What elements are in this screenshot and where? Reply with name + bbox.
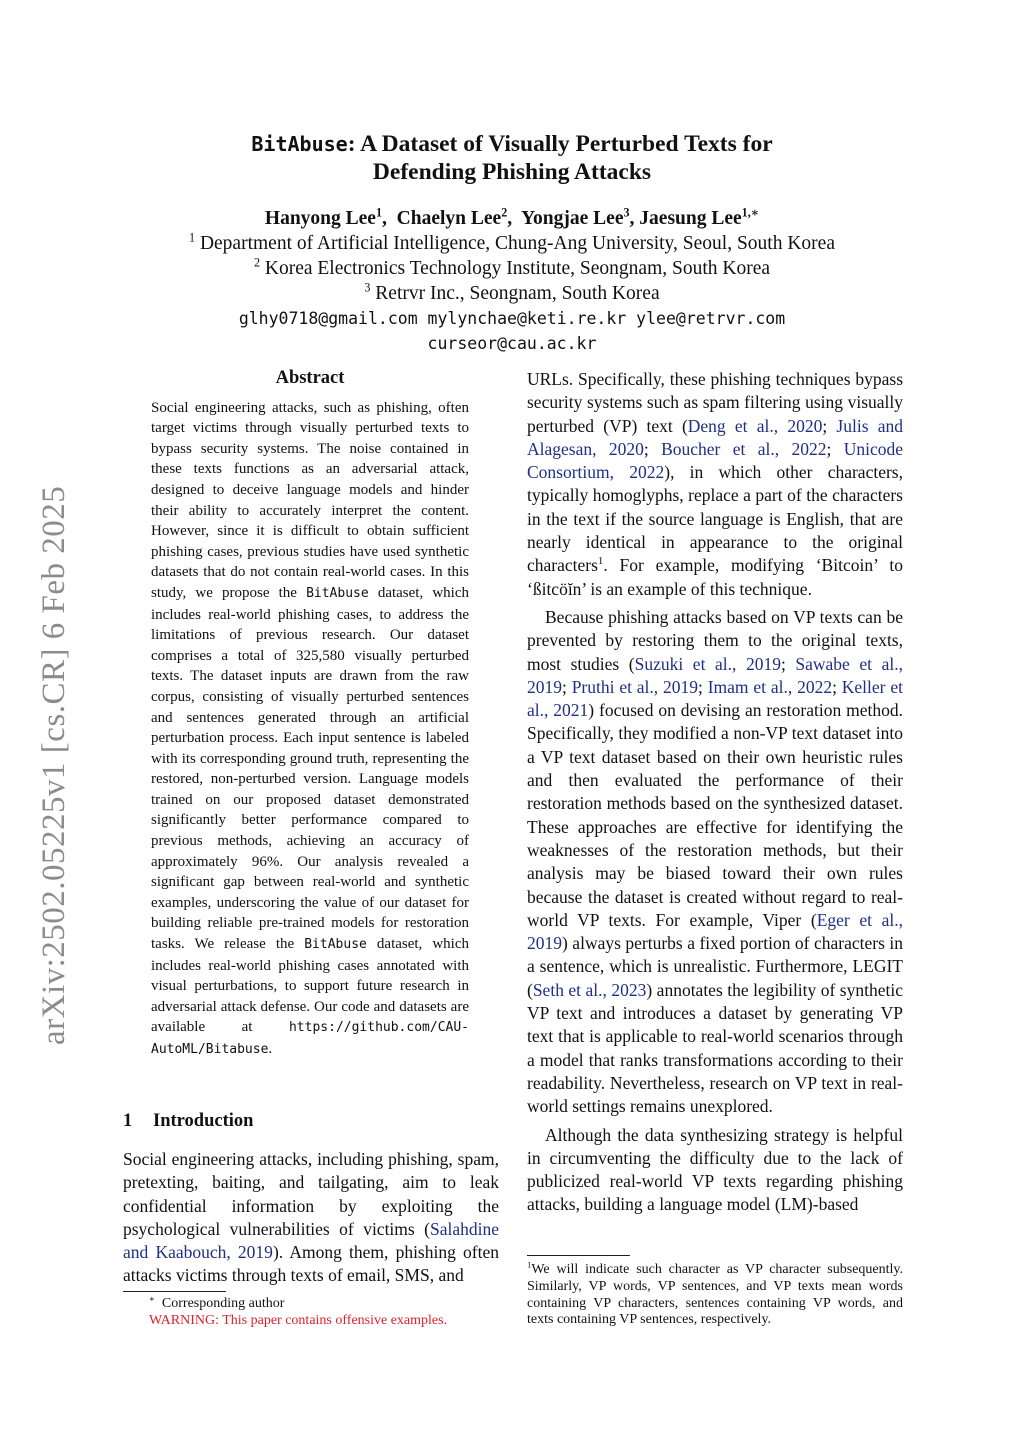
separator: ; [822, 415, 837, 436]
arxiv-identifier: arXiv:2502.05225v1 [cs.CR] 6 Feb 2025 [36, 485, 72, 1045]
author-affiliation-mark: 2 [501, 205, 508, 220]
separator: ; [562, 676, 572, 697]
affiliation-text: Korea Electronics Technology Institute, Seongnam, South Korea [264, 258, 771, 279]
footnote-mark: 1 [527, 1259, 532, 1270]
author-names: Hanyong Lee$^1$, Chaelyn Lee$^2$, Yongjae Lee$^3$, Jaesung Lee$^{1,∗}$ [264, 205, 760, 229]
citation-link[interactable]: Pruthi et al., 2019 [571, 676, 699, 697]
author-name: Yongjae Lee [521, 208, 624, 229]
separator: ; [698, 676, 708, 697]
body-text: ). Among them, phishing often attacks victims through texts of email, SMS, and [123, 1242, 499, 1286]
abstract [151, 368, 469, 1061]
section-title: Introduction [153, 1111, 254, 1131]
body-text: . For example, modifying ‘Bitcoin’ to ‘ßitcöĭn’ is an example of this technique. [527, 555, 903, 599]
footnote-reference[interactable]: 1 [597, 555, 604, 568]
citation-link[interactable]: Sawabe et al., 2019 [527, 653, 903, 697]
footnote-rule [123, 1291, 226, 1292]
citation-link[interactable]: Salahdine and Kaabouch, 2019 [123, 1218, 499, 1263]
title-dataset-name: BitAbuse [251, 132, 348, 156]
affiliation-1 [150, 231, 874, 256]
citation-link[interactable]: Suzuki et al., 2019 [634, 653, 781, 674]
affiliation-number: 1 [189, 230, 196, 245]
affiliation-text: Retrvr Inc., Seongnam, South Korea [375, 283, 660, 304]
paper-title [150, 130, 874, 186]
separator: ; [826, 438, 844, 459]
footnote-text: Corresponding author [161, 1296, 285, 1311]
affiliation-2 [150, 256, 874, 281]
abstract-text: dataset, which includes real-world phishing cases annotated with visual perturbations, to support future research in adversarial attack defense. Our code and datasets are available at [151, 936, 470, 1036]
citation-link[interactable]: Seth et al., 2023 [532, 979, 647, 1000]
separator: ; [643, 438, 662, 459]
body-text: Because phishing attacks based on VP texts can be prevented by restoring them to the original texts, most studies ( [527, 606, 903, 674]
content-warning: WARNING: This paper contains offensive examples. [149, 1312, 448, 1328]
footnote-rule [527, 1255, 630, 1256]
dataset-name-inline: BitAbuse [306, 585, 369, 601]
author-name: Hanyong Lee [264, 208, 376, 229]
body-text: URLs. Specifically, these phishing techniques bypass security systems such as spam filtering using visually perturbed (VP) text ( [527, 369, 903, 436]
title-line2: Defending Phishing Attacks [372, 159, 652, 185]
body-text: ), in which other characters, typically homoglyphs, replace a part of the characters in the text if the source language is English, that are nearly identical in appearance to the original characters [527, 462, 903, 576]
authors-block [150, 206, 874, 356]
code-repository-link[interactable]: https://github.com/CAU-AutoML/Bitabuse [151, 1020, 469, 1057]
separator: ; [832, 676, 842, 697]
paragraph: Although the data synthesizing strategy is helpful in circumventing the difficulty due to the lack of publicized real-world VP texts regarding phishing attacks, building a language model (LM)-based [527, 1124, 903, 1215]
citation-link[interactable]: Julis and Alagesan, 2020 [527, 415, 903, 459]
footnote-corresponding [123, 1293, 503, 1330]
author-affiliation-mark: 1 [375, 205, 383, 220]
abstract-heading: Abstract [275, 368, 345, 388]
body-text: ) always perturbs a fixed portion of characters in a sentence, which is unrealistic. Furthermore, LEGIT ( [527, 933, 903, 1000]
affiliation-text: Department of Artificial Intelligence, Chung-Ang University, Seoul, South Korea [199, 233, 835, 254]
footnote-mark: ∗ [149, 1293, 155, 1304]
abstract-body [151, 398, 469, 1061]
author-emails: glhy0718@gmail.com mylynchae@keti.re.kr ylee@retrvr.com curseor@cau.ac.kr [238, 309, 786, 353]
citation-link[interactable]: Keller et al., 2021 [527, 676, 903, 721]
title-line1: : A Dataset of Visually Perturbed Texts for [347, 131, 773, 157]
right-column-text [527, 368, 903, 1222]
section-heading-introduction [123, 1111, 253, 1132]
citation-link[interactable]: Boucher et al., 2022 [661, 438, 827, 459]
body-text: ) annotates the legibility of synthetic VP text and introduces a dataset by generating VP text that is applicable to real-world scenarios through a model that ranks transformations according to their readability. Nevertheless, research on VP text in real-world settings remains unexplored. [527, 979, 903, 1117]
footnote-1 [527, 1259, 903, 1329]
abstract-text: Social engineering attacks, such as phishing, often target victims through visually perturbed texts to bypass security systems. The noise contained in these texts functions as an adversarial attack, designed to deceive language models and hinder their ability to accurately interpret the content. However, since it is difficult to obtain sufficient phishing cases, previous studies have used synthetic datasets that do not contain real-world cases. In this study, we propose the [151, 399, 469, 601]
citation-link[interactable]: Eger et al., 2019 [527, 909, 904, 954]
author-name: Chaelyn Lee [396, 208, 502, 229]
citation-link[interactable]: Imam et al., 2022 [707, 676, 833, 697]
body-text: Social engineering attacks, including phishing, spam, pretexting, baiting, and tailgating, aim to leak confidential information by exploiting the psychological vulnerabilities of victims ( [123, 1149, 499, 1239]
abstract-text: dataset, which includes real-world phishing cases, to address the limitations of previous research. Our dataset comprises a total of 325,580 visually perturbed texts. The dataset inputs are drawn from the raw corpus, consisting of visually perturbed sentences and sentences generated through an artificial perturbation process. Each input sentence is labeled with its corresponding ground truth, representing the restored, non-perturbed version. Language models trained on our proposed dataset demonstrated significantly better performance compared to previous methods, achieving an accuracy of approximately 96%. Our analysis revealed a significant gap between real-world and synthetic examples, underscoring the value of our dataset for building reliable pre-trained models for restoration tasks. We release the [151, 584, 470, 953]
affiliation-3 [150, 281, 874, 306]
footnote-text: We will indicate such character as VP character subsequently. Similarly, VP words, VP sentences, and VP texts mean words containing VP characters, sentences containing VP words, and texts containing VP sentences, respectively. [527, 1262, 903, 1328]
citation-link[interactable]: Deng et al., 2020 [687, 415, 823, 436]
author-affiliation-mark: 3 [623, 205, 630, 220]
affiliation-number: 2 [253, 255, 260, 270]
abstract-text: . [268, 1041, 273, 1057]
affiliation-number: 3 [364, 280, 371, 295]
introduction-paragraph [123, 1148, 499, 1288]
separator: ; [780, 653, 796, 674]
section-number: 1 [123, 1111, 133, 1131]
body-text: ) focused on devising an restoration method. Specifically, they modified a non-VP text dataset into a VP text dataset based on their own heuristic rules and then evaluated the performance of their restoration methods based on the synthesized dataset. These approaches are effective for identifying the weaknesses of the restoration methods, but their analysis may be biased toward their own rules because the dataset is created without regard to real-world VP texts. For example, Viper ( [527, 700, 903, 930]
corresponding-author-note [123, 1293, 503, 1313]
dataset-name-inline: BitAbuse [304, 937, 367, 953]
author-name: Jaesung Lee [639, 208, 742, 229]
author-affiliation-mark: 1,∗ [741, 205, 760, 220]
paragraph [527, 368, 903, 601]
citation-link[interactable]: Unicode Consortium, 2022 [527, 438, 903, 483]
paragraph [527, 606, 903, 1119]
